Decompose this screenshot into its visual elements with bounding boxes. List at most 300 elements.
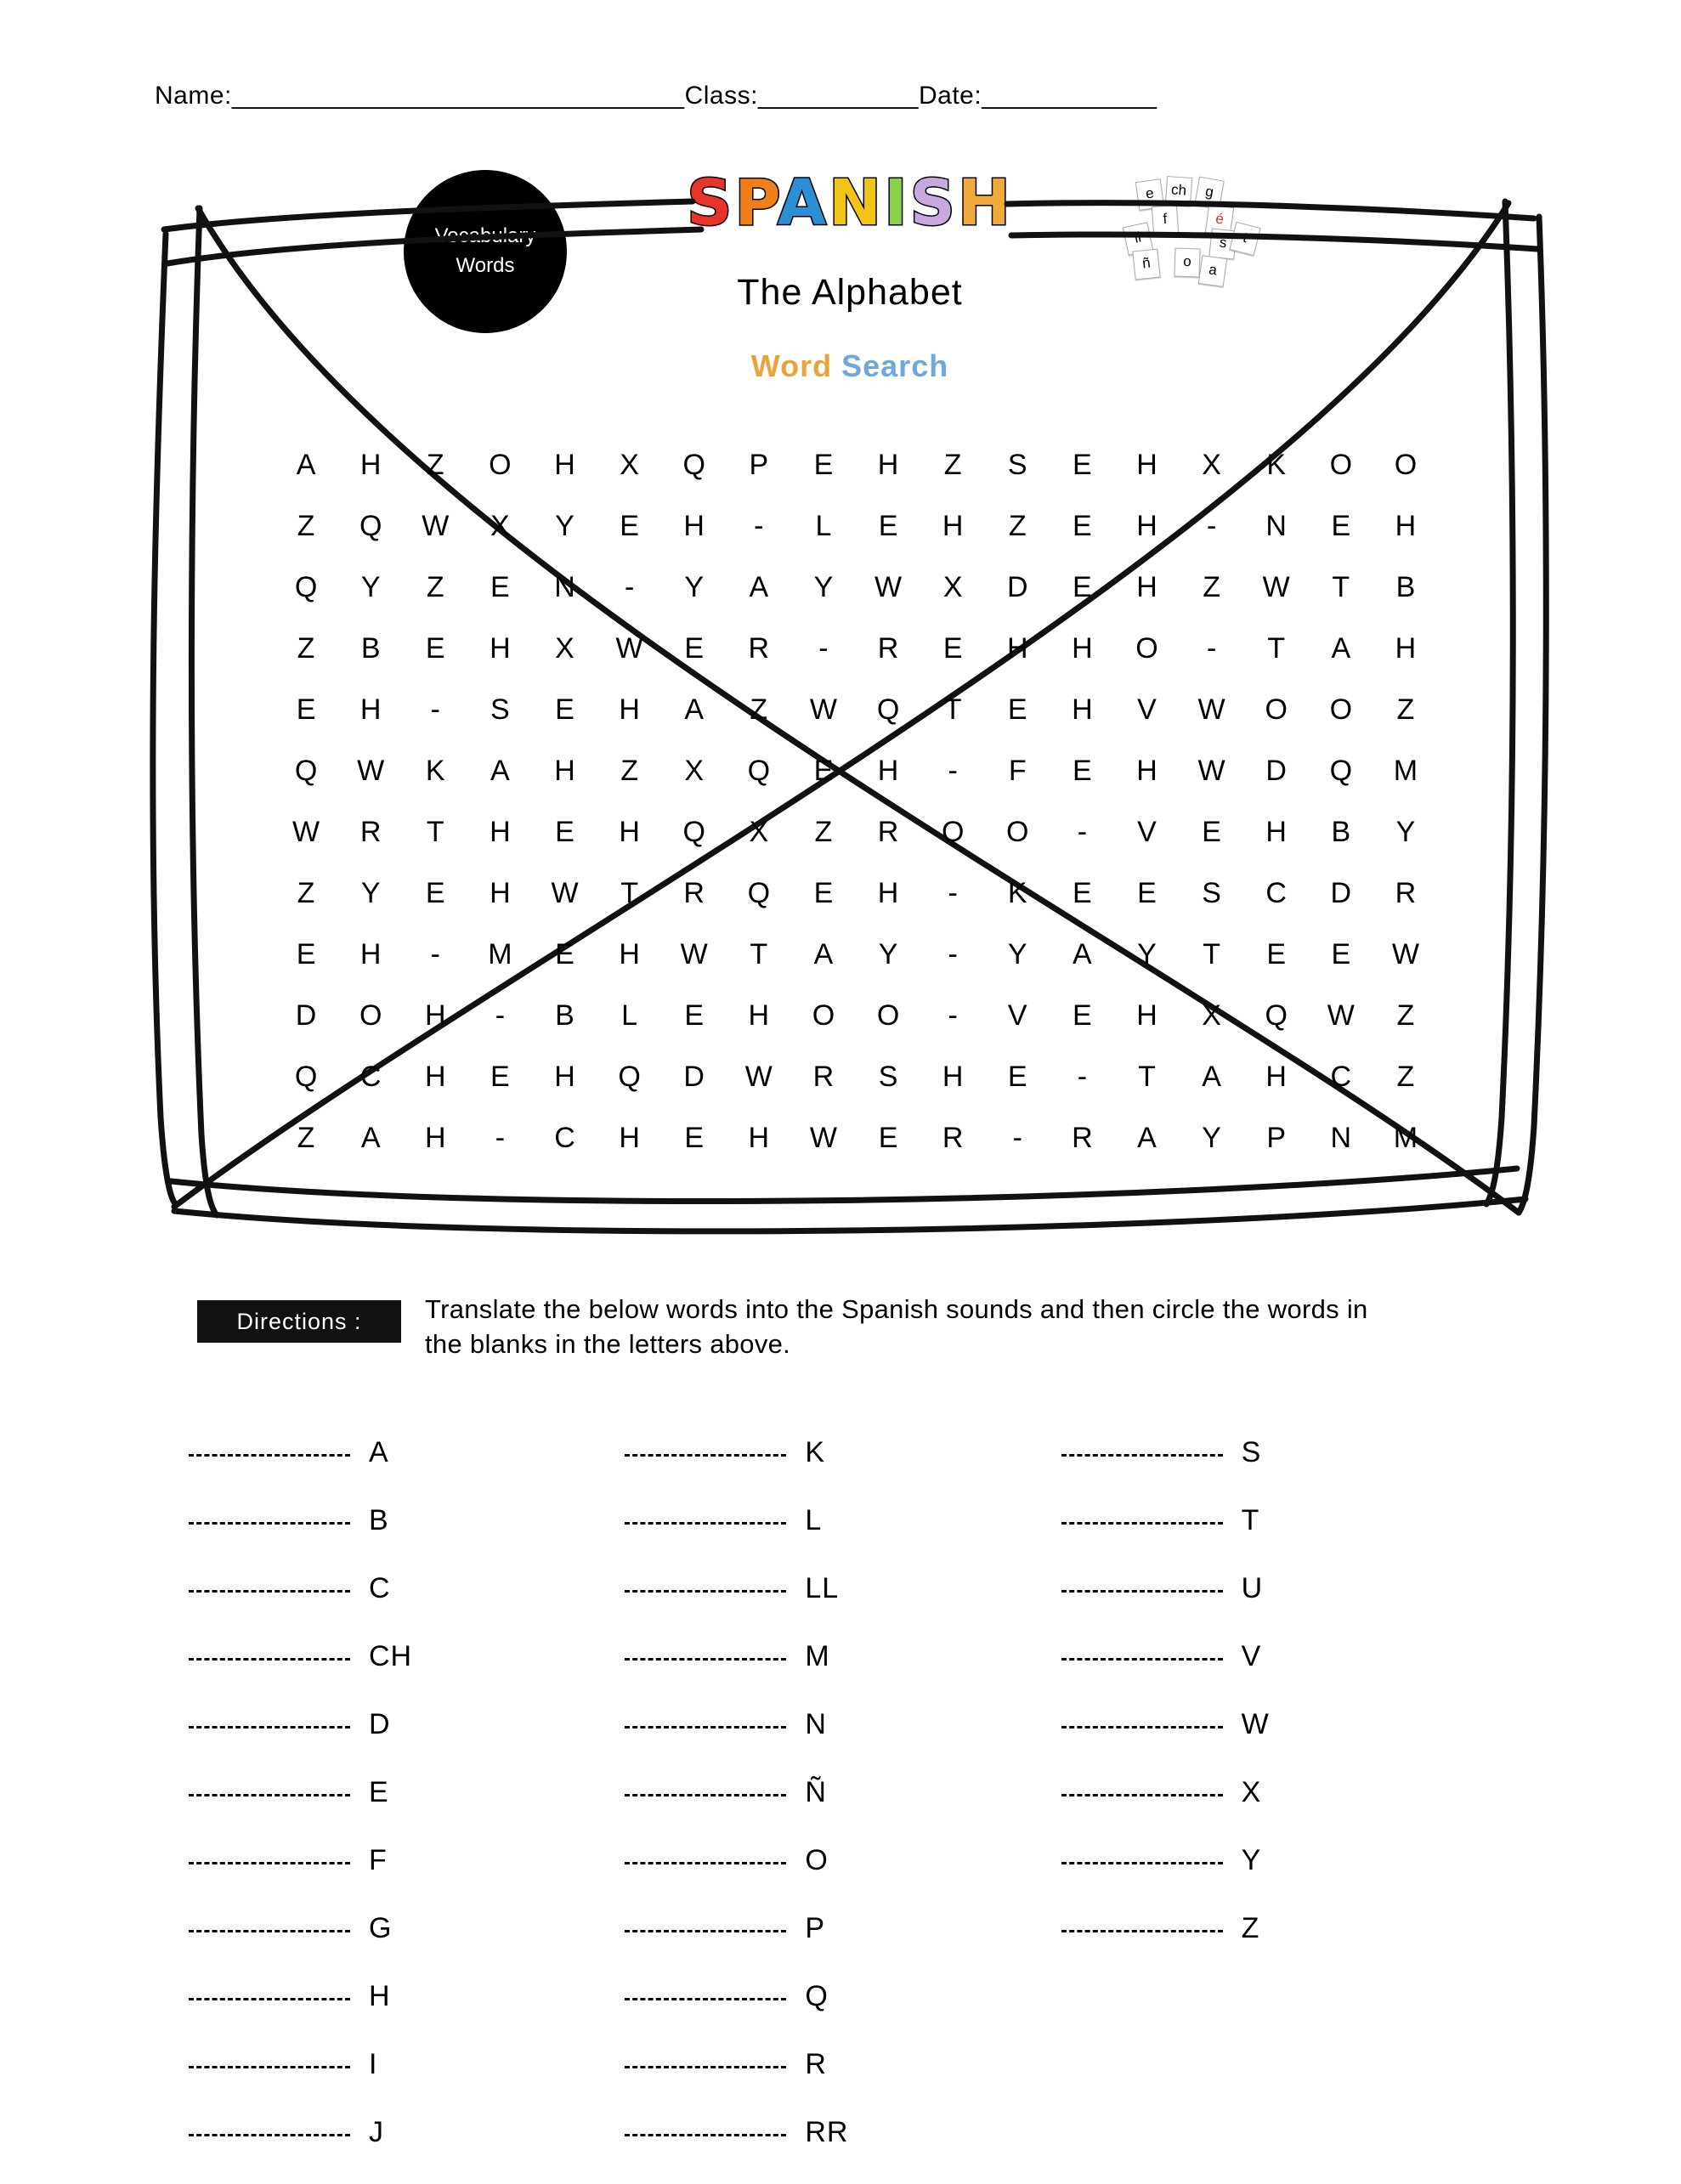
letter-cards-cluster [1122,180,1258,282]
answer-row-R [625,2048,1061,2116]
grid-cell-r3-c5[interactable]: W [615,632,643,665]
grid-cell-r2-c14[interactable]: Z [1203,571,1220,603]
grid-cell-r11-c9[interactable]: E [878,1122,898,1154]
grid-cell-r8-c15[interactable]: E [1266,938,1287,970]
grid-cell-r1-c3[interactable]: X [490,510,510,542]
grid-cell-r2-c16[interactable]: T [1332,571,1350,603]
grid-cell-r0-c0[interactable]: A [296,449,316,481]
grid-cell-r11-c4[interactable]: C [554,1122,575,1154]
grid-cell-r5-c17[interactable]: M [1393,755,1418,787]
grid-cell-r3-c6[interactable]: E [684,632,705,665]
grid-cell-r6-c11[interactable]: O [1006,816,1029,848]
answer-row-X [1061,1776,1497,1844]
answer-blank-Y[interactable] [1061,1861,1223,1864]
grid-cell-r5-c1[interactable]: W [357,755,385,787]
grid-cell-r2-c7[interactable]: A [749,571,769,603]
grid-cell-r8-c1[interactable]: H [359,938,382,970]
answer-letter-N: N [805,1708,827,1740]
grid-cell-r6-c1[interactable]: R [359,816,382,848]
grid-cell-r2-c10[interactable]: X [942,571,963,603]
grid-cell-r1-c15[interactable]: N [1265,510,1287,542]
grid-cell-r2-c9[interactable]: W [874,571,903,603]
grid-cell-r11-c6[interactable]: E [684,1122,705,1154]
grid-cell-r1-c4[interactable]: Y [555,510,574,542]
grid-cell-r9-c17[interactable]: Z [1396,999,1415,1032]
grid-cell-r1-c7[interactable]: - [754,510,764,542]
grid-cell-r1-c5[interactable]: E [620,510,639,542]
grid-cell-r8-c16[interactable]: E [1331,938,1351,970]
answer-blank-A[interactable] [189,1453,350,1457]
grid-cell-r10-c2[interactable]: H [424,1061,446,1093]
class-label: Class: [684,82,758,110]
answer-blank-M[interactable] [625,1657,786,1661]
grid-cell-r11-c11[interactable]: - [1012,1122,1022,1154]
grid-cell-r11-c1[interactable]: A [360,1122,381,1154]
grid-cell-r7-c1[interactable]: Y [360,877,381,909]
grid-cell-r11-c2[interactable]: H [424,1122,446,1154]
grid-cell-r0-c15[interactable]: K [1266,449,1287,481]
grid-cell-r10-c9[interactable]: S [878,1061,898,1093]
answer-row-CH [189,1640,625,1708]
letter-card-a: a [1198,255,1227,287]
grid-cell-r8-c2[interactable]: - [430,938,440,970]
answer-blank-G[interactable] [189,1929,350,1932]
answer-blank-C[interactable] [189,1589,350,1593]
grid-cell-r3-c8[interactable]: - [818,632,829,665]
grid-cell-r7-c17[interactable]: R [1395,877,1417,909]
grid-cell-r6-c5[interactable]: H [619,816,640,848]
grid-cell-r2-c4[interactable]: N [554,571,575,603]
grid-cell-r11-c14[interactable]: Y [1202,1122,1221,1154]
grid-cell-r3-c9[interactable]: R [877,632,899,665]
grid-cell-r1-c17[interactable]: H [1395,510,1417,542]
letter-card-f: f [1152,205,1179,235]
grid-cell-r1-c14[interactable]: - [1206,510,1217,542]
grid-cell-r3-c1[interactable]: B [360,632,381,665]
grid-cell-r8-c17[interactable]: W [1391,938,1419,970]
badge-line-2: Words [456,254,515,277]
grid-cell-r10-c14[interactable]: A [1202,1061,1221,1093]
answer-letter-Q: Q [805,1980,829,2012]
grid-cell-r4-c0[interactable]: E [296,693,316,726]
answer-blank-I[interactable] [189,2065,350,2068]
grid-cell-r3-c17[interactable]: H [1395,632,1417,665]
grid-cell-r6-c12[interactable]: - [1077,816,1088,848]
answer-blank-D[interactable] [189,1725,350,1729]
grid-cell-r10-c12[interactable]: - [1077,1061,1088,1093]
grid-cell-r7-c10[interactable]: - [948,877,958,909]
grid-cell-r8-c3[interactable]: M [488,938,512,970]
grid-cell-r3-c13[interactable]: O [1135,632,1158,665]
grid-cell-r9-c4[interactable]: B [555,999,574,1032]
grid-cell-r9-c10[interactable]: - [948,999,958,1032]
answer-letter-Ñ: Ñ [805,1776,827,1808]
grid-cell-r3-c12[interactable]: H [1072,632,1093,665]
answer-letter-D: D [369,1708,391,1740]
grid-cell-r7-c12[interactable]: E [1073,877,1092,909]
grid-cell-r6-c4[interactable]: E [555,816,574,848]
grid-cell-r8-c5[interactable]: H [619,938,640,970]
grid-cell-r8-c0[interactable]: E [296,938,316,970]
grid-cell-r8-c9[interactable]: Y [878,938,898,970]
answer-row-B [189,1504,625,1572]
grid-cell-r11-c15[interactable]: P [1266,1122,1287,1154]
grid-cell-r7-c8[interactable]: E [813,877,834,909]
letter-card-g: g [1194,177,1224,210]
grid-cell-r5-c5[interactable]: Z [620,755,638,787]
grid-cell-r10-c11[interactable]: E [1007,1061,1027,1093]
grid-cell-r9-c2[interactable]: H [424,999,446,1032]
grid-cell-r4-c6[interactable]: A [684,693,705,726]
grid-cell-r5-c13[interactable]: H [1136,755,1157,787]
grid-cell-r5-c3[interactable]: A [490,755,510,787]
answer-letter-W: W [1241,1708,1270,1740]
grid-cell-r1-c8[interactable]: L [815,510,832,542]
grid-cell-r10-c15[interactable]: H [1265,1061,1287,1093]
grid-cell-r6-c10[interactable]: O [941,816,965,848]
grid-cell-r9-c6[interactable]: E [684,999,705,1032]
grid-cell-r4-c16[interactable]: O [1329,693,1353,726]
grid-cell-r8-c6[interactable]: W [680,938,708,970]
answer-letter-Z: Z [1241,1912,1260,1944]
grid-cell-r2-c11[interactable]: D [1006,571,1028,603]
grid-cell-r4-c8[interactable]: W [809,693,837,726]
grid-cell-r11-c17[interactable]: M [1393,1122,1418,1154]
grid-cell-r4-c3[interactable]: S [490,693,510,726]
grid-cell-r7-c15[interactable]: C [1265,877,1287,909]
grid-cell-r8-c8[interactable]: A [813,938,834,970]
grid-cell-r5-c14[interactable]: W [1197,755,1225,787]
grid-cell-r3-c14[interactable]: - [1206,632,1217,665]
grid-cell-r3-c10[interactable]: E [942,632,963,665]
grid-cell-r9-c9[interactable]: O [876,999,900,1032]
grid-cell-r1-c1[interactable]: Q [359,510,382,542]
grid-cell-r2-c13[interactable]: H [1136,571,1157,603]
grid-cell-r11-c16[interactable]: N [1330,1122,1352,1154]
answer-row-I [189,2048,625,2116]
grid-cell-r3-c11[interactable]: H [1006,632,1028,665]
grid-cell-r9-c3[interactable]: - [495,999,506,1032]
grid-cell-r8-c10[interactable]: - [948,938,958,970]
grid-cell-r7-c3[interactable]: H [490,877,511,909]
grid-cell-r2-c15[interactable]: W [1262,571,1290,603]
grid-cell-r3-c2[interactable]: E [425,632,445,665]
grid-cell-r9-c11[interactable]: V [1007,999,1027,1032]
answer-letter-I: I [369,2048,378,2080]
answer-blank-E[interactable] [189,1793,350,1796]
grid-cell-r10-c6[interactable]: D [683,1061,705,1093]
grid-cell-r5-c6[interactable]: X [684,755,705,787]
search-label: Search [841,348,949,383]
answer-blank-N[interactable] [625,1725,786,1729]
grid-cell-r0-c4[interactable]: H [554,449,575,481]
answer-blank-B[interactable] [189,1521,350,1525]
class-blank[interactable]: ___________ [757,82,919,110]
grid-cell-r9-c16[interactable]: W [1327,999,1355,1032]
grid-cell-r0-c11[interactable]: S [1007,449,1027,481]
answer-row-D [189,1708,625,1776]
grid-cell-r8-c4[interactable]: E [555,938,574,970]
grid-cell-r8-c14[interactable]: T [1203,938,1220,970]
grid-cell-r6-c14[interactable]: E [1202,816,1221,848]
answer-letter-X: X [1241,1776,1262,1808]
letter-card-s: s [1208,229,1237,260]
grid-cell-r4-c17[interactable]: Z [1396,693,1415,726]
grid-cell-r5-c12[interactable]: E [1073,755,1092,787]
grid-cell-r0-c17[interactable]: O [1394,449,1418,481]
grid-cell-r9-c14[interactable]: X [1202,999,1221,1032]
grid-cell-r4-c9[interactable]: Q [876,693,900,726]
grid-cell-r4-c4[interactable]: E [555,693,574,726]
grid-cell-r10-c1[interactable]: C [359,1061,382,1093]
grid-cell-r2-c5[interactable]: - [624,571,635,603]
grid-cell-r1-c9[interactable]: E [878,510,898,542]
answer-letter-R: R [805,2048,827,2080]
answer-blank-P[interactable] [625,1929,786,1932]
grid-cell-r4-c1[interactable]: H [359,693,382,726]
answer-blank-CH[interactable] [189,1657,350,1661]
grid-cell-r1-c12[interactable]: E [1073,510,1092,542]
grid-cell-r3-c7[interactable]: R [748,632,770,665]
answer-blank-Q[interactable] [625,1997,786,2000]
grid-cell-r9-c1[interactable]: O [359,999,382,1032]
grid-cell-r0-c9[interactable]: H [877,449,899,481]
answer-letter-U: U [1241,1572,1264,1604]
grid-cell-r5-c8[interactable]: E [813,755,834,787]
grid-cell-r4-c15[interactable]: O [1265,693,1288,726]
grid-cell-r0-c13[interactable]: H [1136,449,1157,481]
grid-cell-r0-c14[interactable]: X [1202,449,1221,481]
answer-row-G [189,1912,625,1980]
grid-cell-r7-c6[interactable]: R [683,877,705,909]
grid-cell-r5-c16[interactable]: Q [1329,755,1353,787]
grid-cell-r10-c16[interactable]: C [1330,1061,1352,1093]
grid-cell-r1-c6[interactable]: H [683,510,705,542]
answer-letter-E: E [369,1776,389,1808]
grid-cell-r9-c8[interactable]: O [812,999,835,1032]
grid-cell-r4-c5[interactable]: H [619,693,640,726]
letter-card-ll: ll [1123,222,1153,255]
grid-cell-r3-c4[interactable]: X [555,632,574,665]
grid-cell-r8-c7[interactable]: T [750,938,768,970]
grid-cell-r7-c14[interactable]: S [1202,877,1221,909]
grid-cell-r11-c5[interactable]: H [619,1122,640,1154]
grid-cell-r6-c7[interactable]: X [749,816,769,848]
grid-cell-r2-c12[interactable]: E [1073,571,1092,603]
grid-cell-r10-c7[interactable]: W [744,1061,773,1093]
answer-letter-RR: RR [805,2116,849,2148]
grid-cell-r10-c0[interactable]: Q [294,1061,318,1093]
grid-cell-r6-c16[interactable]: B [1331,816,1351,848]
grid-cell-r6-c9[interactable]: R [877,816,899,848]
grid-cell-r3-c0[interactable]: Z [297,632,315,665]
answer-row-J [189,2116,625,2184]
grid-cell-r9-c0[interactable]: D [295,999,317,1032]
grid-cell-r0-c1[interactable]: H [359,449,382,481]
grid-cell-r6-c3[interactable]: H [490,816,511,848]
grid-cell-r10-c4[interactable]: H [554,1061,575,1093]
answer-row-V [1061,1640,1497,1708]
grid-cell-r2-c2[interactable]: Z [426,571,444,603]
grid-cell-r11-c13[interactable]: A [1137,1122,1157,1154]
grid-cell-r9-c15[interactable]: Q [1265,999,1288,1032]
grid-cell-r10-c10[interactable]: H [942,1061,964,1093]
grid-cell-r4-c10[interactable]: T [943,693,962,726]
grid-cell-r0-c12[interactable]: E [1073,449,1092,481]
answer-blank-Z[interactable] [1061,1929,1223,1932]
answer-blank-J[interactable] [189,2133,350,2136]
badge-line-1: Vocabulary [434,224,536,248]
grid-cell-r10-c8[interactable]: R [812,1061,835,1093]
grid-cell-r0-c2[interactable]: Z [426,449,444,481]
grid-cell-r8-c13[interactable]: Y [1137,938,1157,970]
answer-blank-Ñ[interactable] [625,1793,786,1796]
grid-cell-r11-c7[interactable]: H [748,1122,770,1154]
grid-cell-r5-c0[interactable]: Q [294,755,318,787]
answer-letter-O: O [805,1844,829,1876]
grid-cell-r11-c12[interactable]: R [1072,1122,1093,1154]
grid-cell-r4-c13[interactable]: V [1137,693,1157,726]
grid-cell-r3-c15[interactable]: T [1267,632,1286,665]
answer-blank-U[interactable] [1061,1589,1223,1593]
answer-row-Q [625,1980,1061,2048]
grid-cell-r1-c13[interactable]: H [1136,510,1157,542]
grid-cell-r0-c3[interactable]: O [489,449,512,481]
grid-cell-r7-c4[interactable]: W [551,877,579,909]
answer-letter-Y: Y [1241,1844,1262,1876]
grid-cell-r7-c13[interactable]: E [1137,877,1157,909]
word-search-grid [274,450,1438,1152]
answer-letter-T: T [1241,1504,1260,1536]
grid-cell-r9-c5[interactable]: L [621,999,638,1032]
grid-cell-r9-c7[interactable]: H [748,999,770,1032]
grid-cell-r0-c7[interactable]: P [749,449,769,481]
grid-cell-r3-c3[interactable]: H [490,632,511,665]
grid-cell-r5-c9[interactable]: H [877,755,899,787]
title-letter-3: N [829,167,885,240]
grid-cell-r0-c8[interactable]: E [813,449,834,481]
grid-cell-r10-c5[interactable]: Q [618,1061,641,1093]
grid-cell-r6-c13[interactable]: V [1137,816,1157,848]
answer-blank-LL[interactable] [625,1589,786,1593]
grid-cell-r2-c6[interactable]: Y [684,571,705,603]
name-blank[interactable]: _______________________________ [231,82,685,110]
answer-blank-L[interactable] [625,1521,786,1525]
grid-cell-r4-c12[interactable]: H [1072,693,1093,726]
answer-row-U [1061,1572,1497,1640]
grid-cell-r2-c8[interactable]: Y [813,571,834,603]
grid-cell-r5-c11[interactable]: F [1008,755,1027,787]
grid-cell-r0-c5[interactable]: X [620,449,639,481]
answer-blank-V[interactable] [1061,1657,1223,1661]
grid-cell-r7-c7[interactable]: Q [747,877,771,909]
grid-cell-r10-c3[interactable]: E [490,1061,510,1093]
grid-cell-r4-c2[interactable]: - [430,693,440,726]
answer-blank-F[interactable] [189,1861,350,1864]
answer-blank-X[interactable] [1061,1793,1223,1796]
grid-cell-r7-c2[interactable]: E [425,877,445,909]
answer-blank-S[interactable] [1061,1453,1223,1457]
grid-cell-r5-c2[interactable]: K [425,755,445,787]
answer-blank-R[interactable] [625,2065,786,2068]
grid-cell-r1-c11[interactable]: Z [1008,510,1027,542]
grid-cell-r7-c5[interactable]: T [620,877,638,909]
grid-cell-r2-c1[interactable]: Y [360,571,381,603]
date-blank[interactable]: ____________ [982,82,1157,110]
grid-cell-r7-c16[interactable]: D [1330,877,1352,909]
answer-row-O [625,1844,1061,1912]
grid-cell-r6-c0[interactable]: W [292,816,320,848]
answer-blank-O[interactable] [625,1861,786,1864]
grid-cell-r8-c11[interactable]: Y [1007,938,1027,970]
grid-cell-r5-c15[interactable]: D [1265,755,1287,787]
grid-cell-r7-c0[interactable]: Z [297,877,315,909]
grid-cell-r1-c2[interactable]: W [422,510,450,542]
word-search-label [586,348,1113,384]
answer-row-N [625,1708,1061,1776]
grid-cell-r6-c6[interactable]: Q [682,816,705,848]
letter-card-é: é [1205,204,1234,236]
answer-letter-J: J [369,2116,384,2148]
answer-letter-L: L [805,1504,823,1536]
grid-cell-r11-c0[interactable]: Z [297,1122,315,1154]
grid-cell-r11-c10[interactable]: R [942,1122,964,1154]
grid-cell-r0-c10[interactable]: Z [943,449,962,481]
grid-cell-r7-c9[interactable]: H [877,877,899,909]
answer-blank-K[interactable] [625,1453,786,1457]
grid-cell-r2-c0[interactable]: Q [294,571,318,603]
grid-cell-r6-c2[interactable]: T [426,816,444,848]
grid-cell-r6-c8[interactable]: Z [814,816,833,848]
grid-cell-r9-c12[interactable]: E [1073,999,1092,1032]
grid-cell-r1-c10[interactable]: H [942,510,964,542]
grid-cell-r11-c8[interactable]: W [809,1122,837,1154]
grid-cell-r1-c0[interactable]: Z [297,510,315,542]
answer-blank-RR[interactable] [625,2133,786,2136]
answer-column-3 [1061,1436,1497,2184]
answer-row-H [189,1980,625,2048]
grid-cell-r5-c10[interactable]: - [948,755,958,787]
answer-row-M [625,1640,1061,1708]
grid-cell-r9-c13[interactable]: H [1136,999,1157,1032]
grid-cell-r8-c12[interactable]: A [1073,938,1092,970]
answer-blank-T[interactable] [1061,1521,1223,1525]
grid-cell-r4-c7[interactable]: Z [750,693,768,726]
grid-cell-r5-c4[interactable]: H [554,755,575,787]
grid-cell-r2-c3[interactable]: E [490,571,510,603]
title-letter-0: S [687,167,735,240]
grid-cell-r11-c3[interactable]: - [495,1122,506,1154]
grid-cell-r6-c15[interactable]: H [1265,816,1287,848]
grid-cell-r1-c16[interactable]: E [1331,510,1351,542]
answer-blank-H[interactable] [189,1997,350,2000]
grid-cell-r0-c6[interactable]: Q [682,449,705,481]
grid-cell-r4-c11[interactable]: E [1007,693,1027,726]
grid-cell-r6-c17[interactable]: Y [1395,816,1416,848]
grid-cell-r3-c16[interactable]: A [1331,632,1351,665]
grid-cell-r0-c16[interactable]: O [1329,449,1353,481]
grid-cell-r2-c17[interactable]: B [1395,571,1416,603]
grid-cell-r7-c11[interactable]: K [1007,877,1027,909]
grid-cell-r5-c7[interactable]: Q [747,755,771,787]
answer-blank-W[interactable] [1061,1725,1223,1729]
title-letter-6: H [957,167,1013,240]
grid-cell-r10-c13[interactable]: T [1138,1061,1156,1093]
answer-row-LL [625,1572,1061,1640]
grid-cell-r10-c17[interactable]: Z [1396,1061,1415,1093]
answer-letter-CH: CH [369,1640,413,1672]
grid-cell-r4-c14[interactable]: W [1197,693,1225,726]
